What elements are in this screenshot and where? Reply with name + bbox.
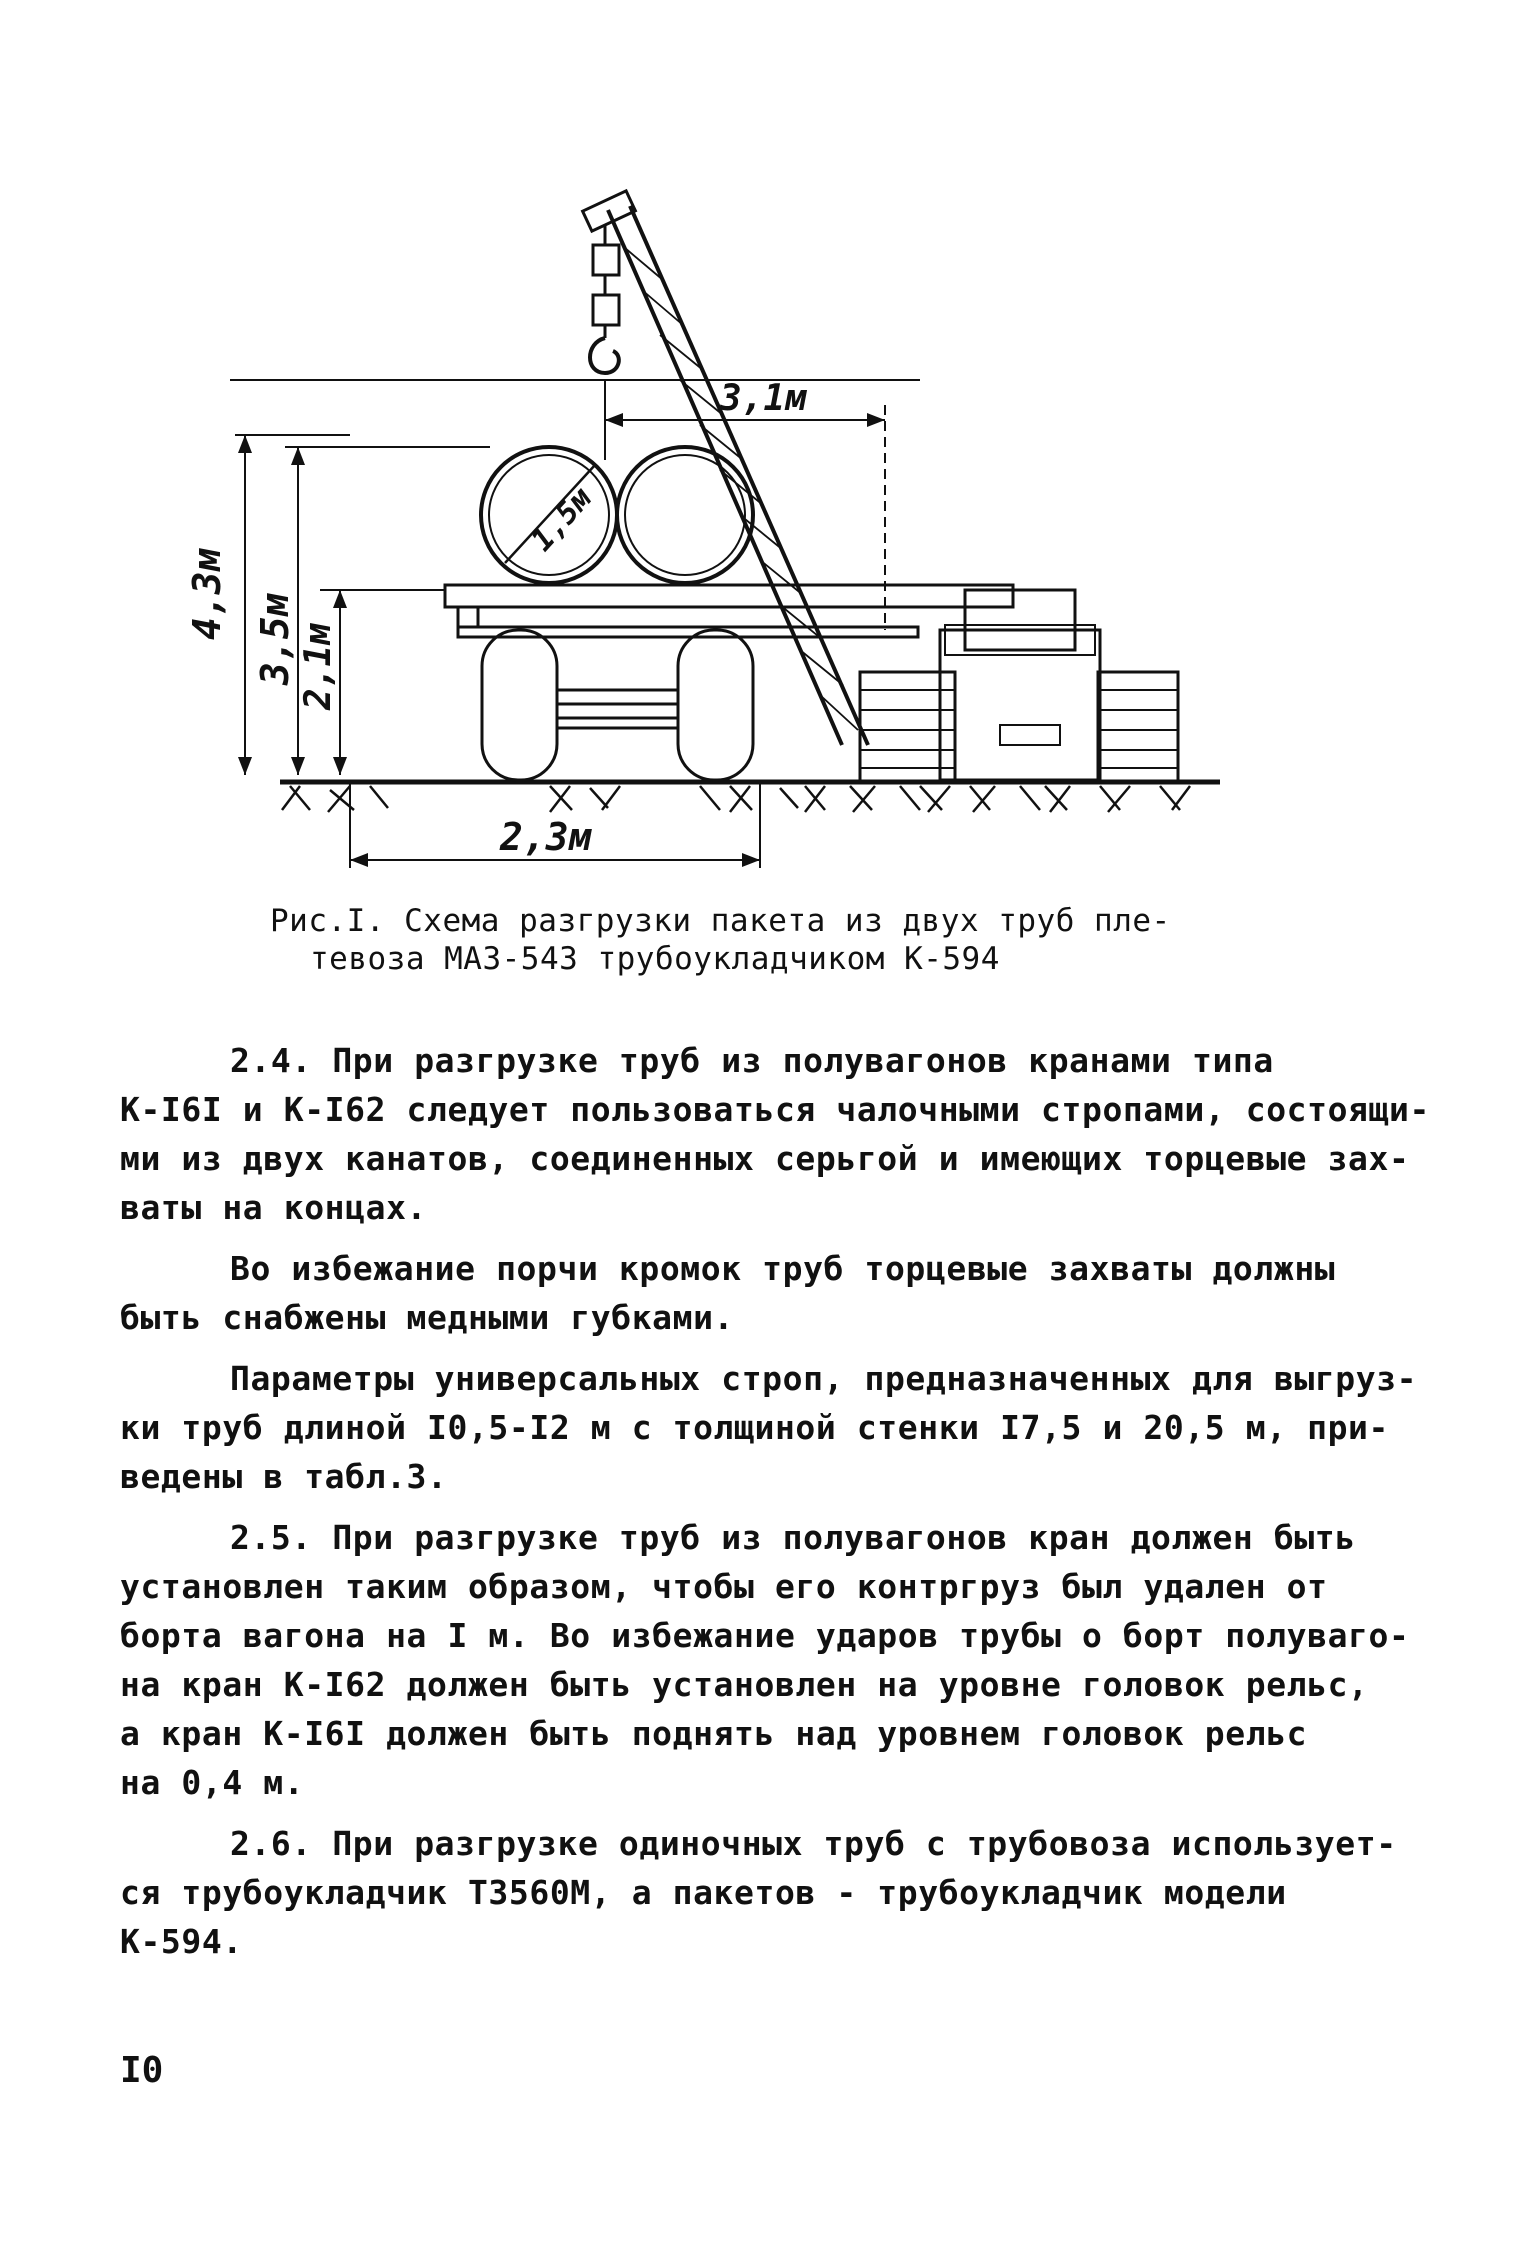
paragraph-2-4-b	[120, 1244, 1410, 1342]
pipe-right-inner	[625, 455, 745, 575]
text-line: ки труб длиной I0,5-I2 м с толщиной стенки I7,5 и 20,5 м, при-	[120, 1408, 1389, 1447]
text-line: ми из двух канатов, соединенных серьгой и имеющих торцевые зах-	[120, 1139, 1410, 1178]
text-line: 2.4. При разгрузке труб из полувагонов кранами типа	[230, 1041, 1274, 1080]
pipe-right	[617, 447, 753, 583]
dim-label-total-height: 4,3м	[185, 548, 229, 640]
caption-line-2: тевоза МАЗ-543 трубоукладчиком К-594	[310, 941, 1000, 977]
hook-block	[583, 191, 636, 373]
text-line: установлен таким образом, чтобы его контргруз был удален от	[120, 1567, 1328, 1606]
text-line: ваты на концах.	[120, 1188, 428, 1227]
text-line: быть снабжены медными губками.	[120, 1298, 735, 1337]
text-line: 2.5. При разгрузке труб из полувагонов кран должен быть	[230, 1518, 1356, 1557]
caption-line-1: Рис.I. Схема разгрузки пакета из двух труб пле-	[270, 903, 1171, 939]
text-line: К-594.	[120, 1922, 243, 1961]
paragraph-2-4-c	[120, 1354, 1418, 1501]
text-line: Параметры универсальных строп, предназначенных для выгруз-	[230, 1359, 1418, 1398]
figure-caption	[270, 902, 1270, 978]
dim-label-pipe-diameter: 1,5м	[524, 481, 599, 559]
dim-label-wheelbase: 2,3м	[500, 815, 592, 859]
text-line: К-I6I и К-I62 следует пользоваться чалочными стропами, состоящи-	[120, 1090, 1430, 1129]
text-line: 2.6. При разгрузке одиночных труб с трубовоза использует-	[230, 1824, 1397, 1863]
dim-label-pipe-top: 3,5м	[253, 593, 297, 685]
paragraph-2-5	[120, 1513, 1410, 1807]
text-line: а кран К-I6I должен быть поднять над уровнем головок рельс	[120, 1714, 1308, 1753]
paragraph-2-6	[120, 1819, 1410, 1966]
pipelayer-k594	[860, 590, 1178, 782]
text-line: ся трубоукладчик Т3560М, а пакетов - трубоукладчик модели	[120, 1873, 1287, 1912]
paragraph-2-4	[120, 1036, 1430, 1232]
document-body	[120, 1036, 1430, 1966]
ground-hatching	[282, 786, 1190, 812]
page-number: I0	[120, 2050, 164, 2091]
dim-label-boom-reach: 3,1м	[720, 378, 807, 419]
text-line: ведены в табл.3.	[120, 1457, 448, 1496]
text-line: на кран К-I62 должен быть установлен на уровне головок рельс,	[120, 1665, 1369, 1704]
unloading-diagram	[185, 170, 1240, 890]
text-line: Во избежание порчи кромок труб торцевые захваты должны	[230, 1249, 1336, 1288]
text-line: борта вагона на I м. Во избежание ударов трубы о борт полуваго-	[120, 1616, 1410, 1655]
text-line: на 0,4 м.	[120, 1763, 305, 1802]
dim-label-deck-height: 2,1м	[298, 623, 339, 710]
